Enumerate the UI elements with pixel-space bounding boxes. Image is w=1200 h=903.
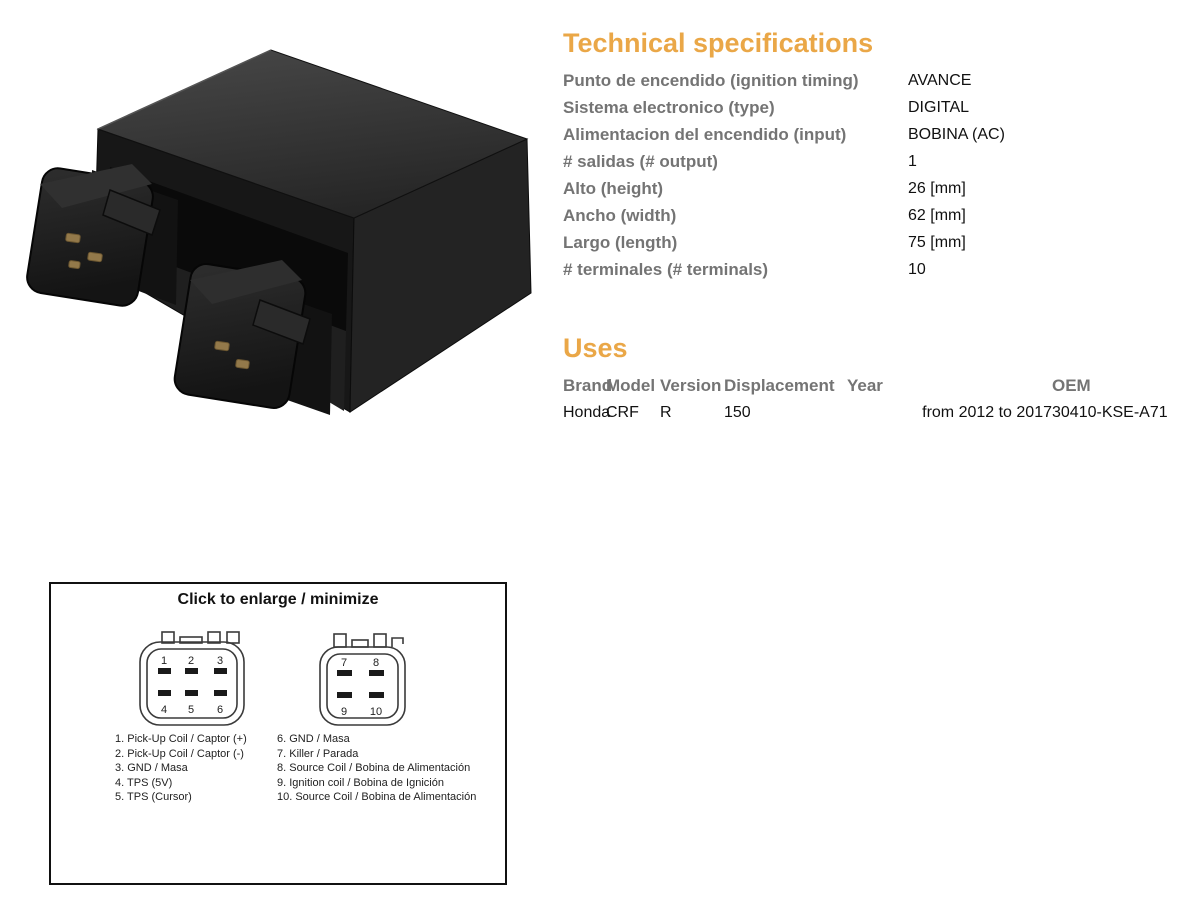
spec-label: Ancho (width) (563, 206, 677, 225)
pin-number: 6 (216, 704, 224, 716)
spec-value: DIGITAL (908, 99, 970, 116)
spec-row (563, 148, 1200, 175)
cell-model: CRF (606, 404, 639, 421)
uses-section (563, 333, 1200, 426)
legend-item: 10. Source Coil / Bobina de Alimentación (277, 791, 477, 803)
specs-title: Technical specifications (563, 28, 874, 58)
uses-table (563, 372, 1200, 426)
legend-item: 6. GND / Masa (277, 733, 350, 745)
pin-number: 1 (160, 655, 168, 667)
spec-row (563, 175, 1200, 202)
diagram-title: Click to enlarge / minimize (177, 591, 379, 608)
cell-version: R (660, 404, 672, 421)
technical-specifications-section (563, 28, 1200, 283)
spec-label: Alto (height) (563, 179, 664, 198)
pinout-diagram-box[interactable] (49, 582, 507, 885)
col-header-oem: OEM (1052, 376, 1091, 395)
spec-value: BOBINA (AC) (908, 126, 1005, 143)
legend-item: 3. GND / Masa (115, 762, 188, 774)
col-header-model: Model (606, 376, 656, 395)
col-header-brand: Brand (563, 376, 613, 395)
cell-oem: 30410-KSE-A71 (1052, 404, 1168, 421)
cell-brand: Honda (563, 404, 611, 421)
legend-item: 1. Pick-Up Coil / Captor (+) (115, 733, 247, 745)
spec-value: AVANCE (908, 72, 972, 89)
col-header-displacement: Displacement (724, 376, 835, 395)
spec-label: # salidas (# output) (563, 152, 718, 171)
spec-value: 1 (908, 153, 917, 170)
spec-value: 62 [mm] (908, 207, 966, 224)
pin-number: 7 (340, 657, 348, 669)
uses-title: Uses (563, 333, 628, 363)
spec-label: Largo (length) (563, 233, 678, 252)
spec-value: 75 [mm] (908, 234, 966, 251)
col-header-year: Year (847, 376, 883, 395)
cdi-unit-image (10, 12, 550, 452)
legend-item: 5. TPS (Cursor) (115, 791, 192, 803)
pin-number: 10 (369, 706, 383, 718)
pin-legend-left (115, 732, 247, 805)
pin-number: 9 (340, 706, 348, 718)
cell-displacement: 150 (724, 404, 751, 421)
legend-item: 9. Ignition coil / Bobina de Ignición (277, 776, 444, 789)
spec-row (563, 202, 1200, 229)
spec-value: 10 (908, 261, 926, 278)
legend-item: 4. TPS (5V) (115, 776, 173, 789)
connector-4pin-drawing (320, 634, 405, 725)
pin-number: 3 (216, 655, 224, 667)
legend-item: 7. Killer / Parada (277, 747, 359, 760)
spec-label: Sistema electronico (type) (563, 98, 775, 117)
pin-number: 4 (160, 704, 168, 716)
pin-number: 2 (187, 655, 195, 667)
legend-item: 8. Source Coil / Bobina de Alimentación (277, 762, 471, 774)
connector-pinout-diagram (51, 624, 509, 732)
pin-legend-right (277, 732, 476, 805)
col-header-version: Version (660, 376, 722, 395)
spec-label: # terminales (# terminals) (563, 260, 769, 279)
spec-row (563, 67, 1200, 94)
cell-year: from 2012 to 2017 (922, 404, 1052, 421)
connector-6pin-drawing (140, 632, 244, 725)
product-photo (10, 12, 550, 452)
pin-number: 8 (372, 657, 380, 669)
pin-number: 5 (187, 704, 195, 716)
spec-row (563, 229, 1200, 256)
spec-row (563, 121, 1200, 148)
legend-item: 2. Pick-Up Coil / Captor (-) (115, 747, 244, 760)
spec-value: 26 [mm] (908, 180, 966, 197)
spec-label: Alimentacion del encendido (input) (563, 125, 847, 144)
spec-label: Punto de encendido (ignition timing) (563, 71, 859, 90)
spec-row (563, 256, 1200, 283)
spec-row (563, 94, 1200, 121)
